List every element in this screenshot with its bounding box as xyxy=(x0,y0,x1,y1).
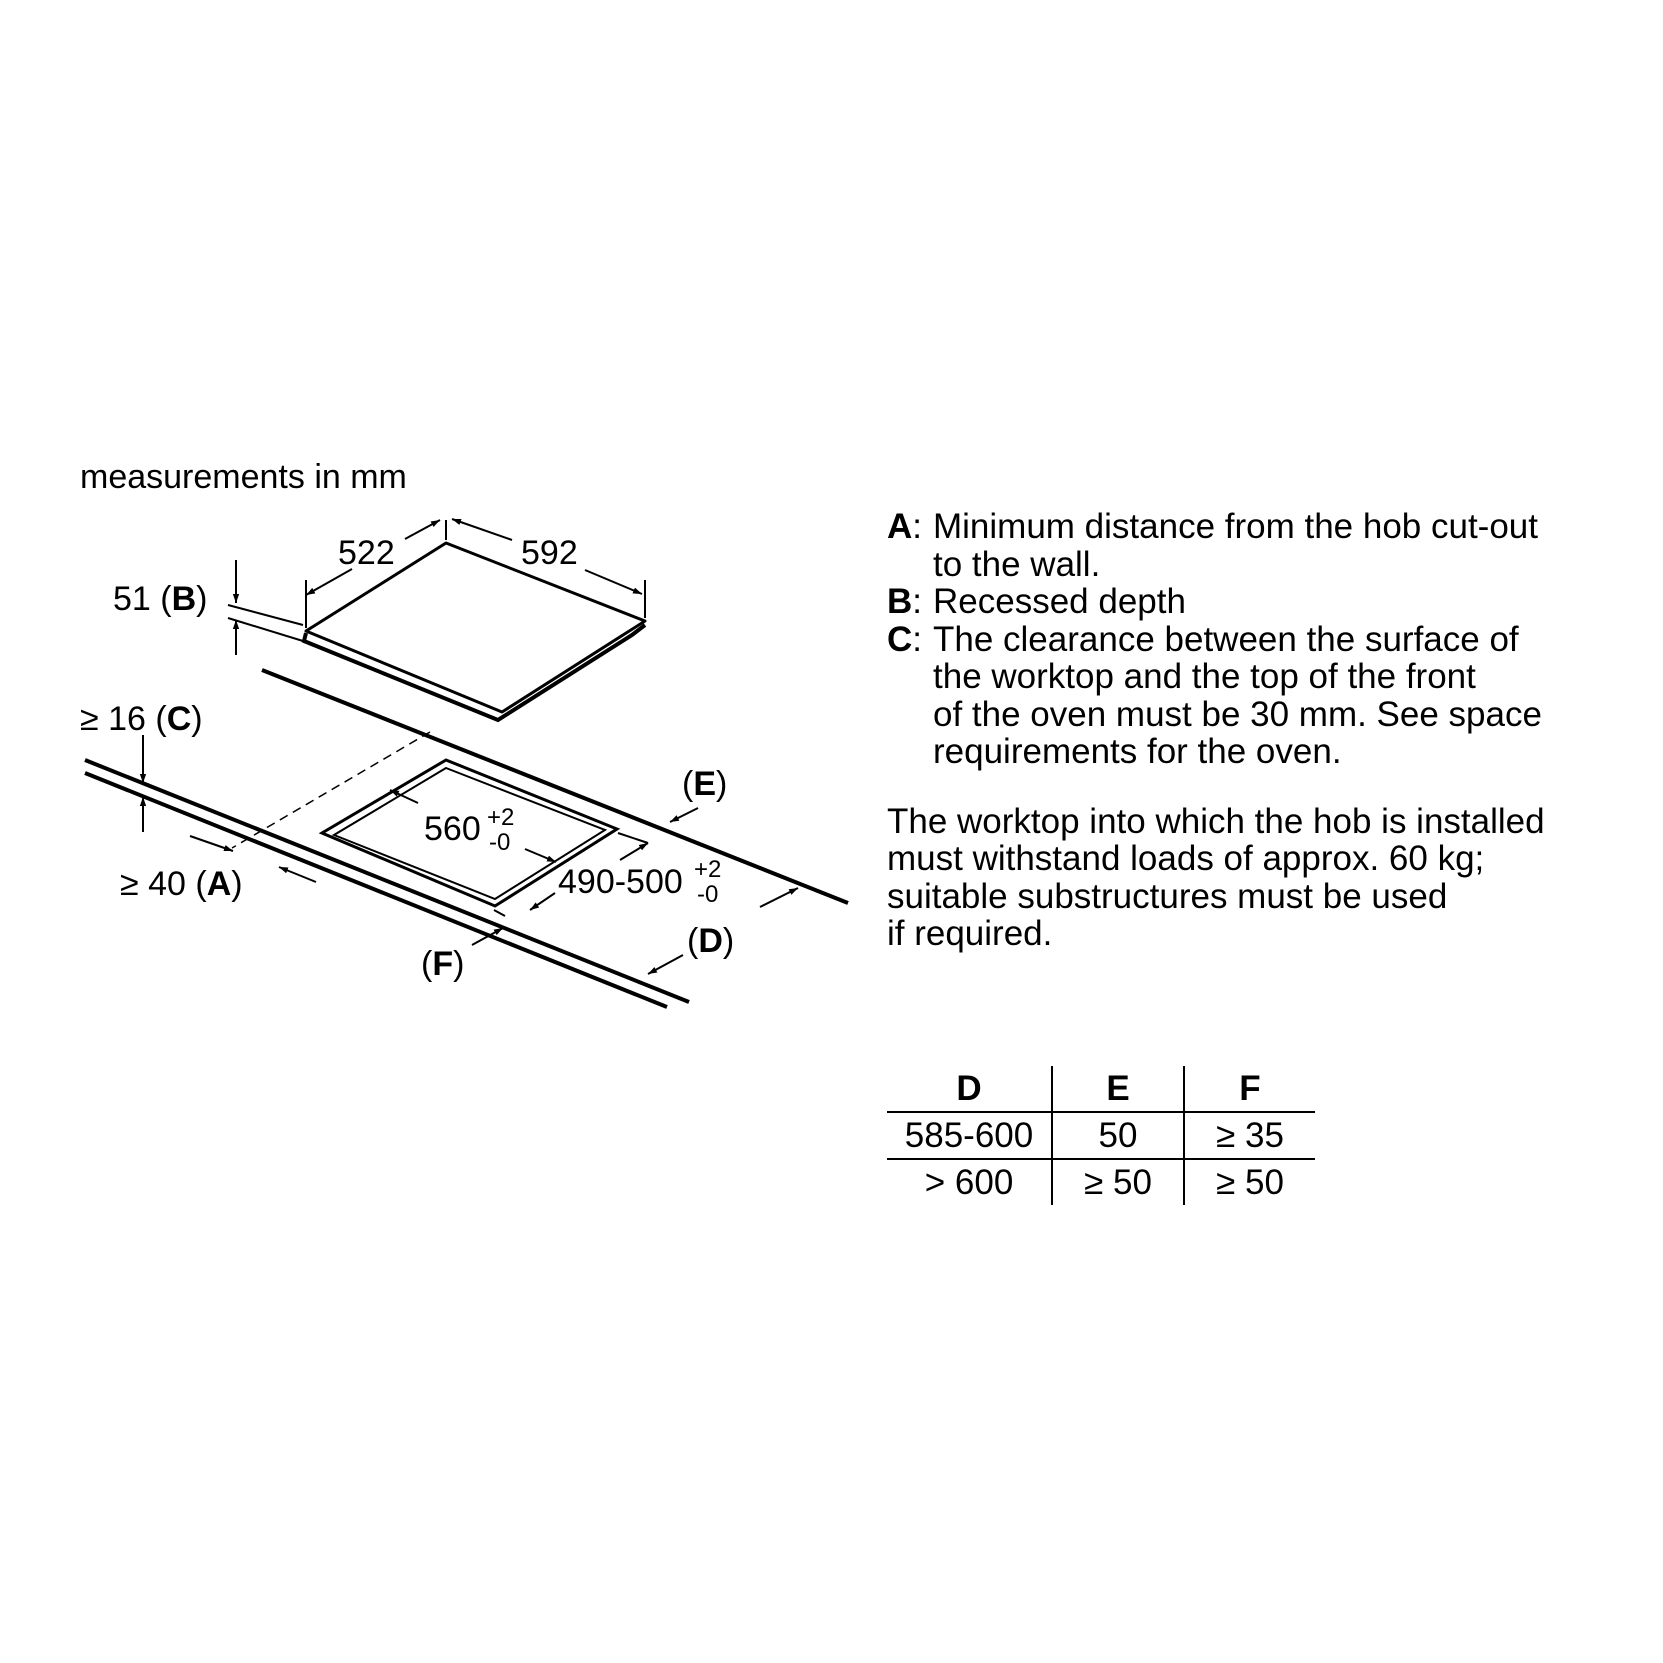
cutout-dimensions xyxy=(390,790,721,916)
table-row xyxy=(887,1159,1315,1205)
cutout-width-tol-plus: +2 xyxy=(487,804,515,831)
legend-key-b: B xyxy=(887,582,913,621)
cutout-width: 560 xyxy=(424,810,481,848)
table-cell: ≥ 35 xyxy=(1184,1112,1315,1159)
svg-text:≥ 40 (A): ≥ 40 (A) xyxy=(120,865,243,903)
legend-item-b: B: Recessed depth xyxy=(887,582,1186,621)
a-value: ≥ 40 xyxy=(120,865,186,903)
b-letter: B xyxy=(171,580,197,618)
note-line-3: suitable substructures must be used xyxy=(887,876,1448,916)
table-row xyxy=(887,1112,1315,1159)
legend-text-a-line-1: Minimum distance from the hob cut-out xyxy=(933,507,1538,546)
legend-text-c-line-1: The clearance between the surface of xyxy=(933,619,1519,659)
a-letter: A xyxy=(206,865,232,903)
legend xyxy=(887,508,1627,953)
c-letter: C xyxy=(166,700,192,738)
width-label: 592 xyxy=(521,534,578,572)
dimension-e xyxy=(670,765,727,822)
note-line-1: The worktop into which the hob is installed xyxy=(887,801,1545,841)
svg-text:≥ 16 (C): ≥ 16 (C) xyxy=(80,700,203,738)
dimensions-table xyxy=(887,1066,1315,1205)
legend-text-c-line-2: the worktop and the top of the front xyxy=(933,657,1476,696)
legend-item-c: C: The clearance between the surface of the worktop and the top of the front of the oven must be 30 mm. See space requirements for the oven. xyxy=(887,619,1542,771)
units-note: measurements in mm xyxy=(80,458,407,496)
legend-key-a: A xyxy=(887,507,913,546)
table-header-d: D xyxy=(887,1066,1052,1112)
cutout-depth: 490-500 xyxy=(558,863,683,901)
svg-text:560 xyxy=(424,810,481,848)
legend-item-a: A: Minimum distance from the hob cut-out to the wall. xyxy=(887,507,1538,584)
legend-text-c-line-3: of the oven must be 30 mm. See space xyxy=(933,694,1542,734)
d-letter: D xyxy=(698,922,723,960)
svg-text:(E): (E) xyxy=(682,765,728,803)
table-header-f: F xyxy=(1184,1066,1315,1112)
legend-text-b-line-1: Recessed depth xyxy=(933,582,1186,621)
hob-dimension-lines xyxy=(306,519,645,628)
table-header-row xyxy=(887,1066,1315,1112)
table-cell: 50 xyxy=(1052,1112,1184,1159)
table-cell: 585-600 xyxy=(887,1112,1052,1159)
dimension-a xyxy=(120,836,316,903)
b-value: 51 xyxy=(113,580,151,618)
svg-text:(D): (D) xyxy=(687,922,735,960)
svg-text:(F): (F) xyxy=(421,945,465,983)
wall-edge-dashed xyxy=(232,732,430,848)
note-line-4: if required. xyxy=(887,914,1053,953)
cutout-depth-tol-plus: +2 xyxy=(694,856,722,883)
table-cell: > 600 xyxy=(924,1162,1014,1202)
svg-text:51 (B): 51 (B) xyxy=(113,580,208,618)
cutout-width-tol-minus: -0 xyxy=(489,829,511,856)
note-line-2: must withstand loads of approx. 60 kg; xyxy=(887,839,1485,878)
legend-key-c: C xyxy=(887,619,913,659)
table-cell: ≥ 50 xyxy=(1184,1159,1315,1205)
f-letter: F xyxy=(432,945,454,983)
table-cell: ≥ 50 xyxy=(1052,1159,1184,1205)
e-letter: E xyxy=(693,765,717,803)
cutout-depth-tol-minus: -0 xyxy=(697,881,719,908)
table-header-e: E xyxy=(1052,1066,1184,1112)
legend-text-c-line-4: requirements for the oven. xyxy=(933,732,1342,771)
legend-text-a-line-2: to the wall. xyxy=(933,544,1101,584)
depth-label: 522 xyxy=(338,534,395,572)
dimension-b xyxy=(113,560,303,655)
worktop-load-note xyxy=(887,803,1627,953)
c-value: ≥ 16 xyxy=(80,700,146,738)
